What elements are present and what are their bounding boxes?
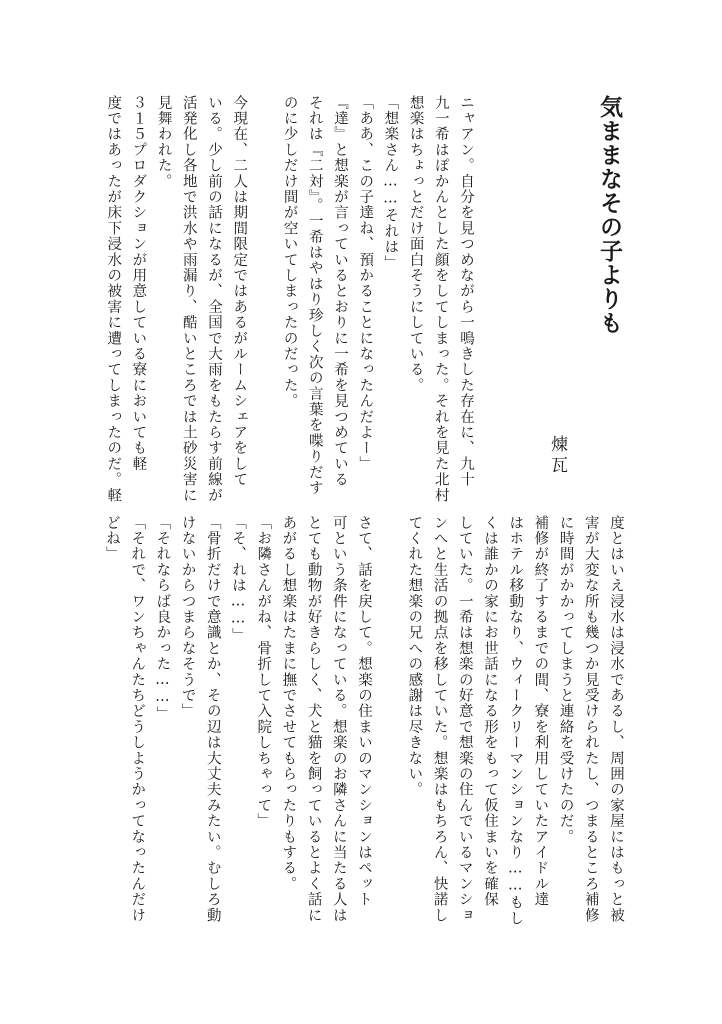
text-line: それは『二対』。一希はやはり珍しく次の言葉を喋りだす	[306, 95, 323, 496]
text-line: ンへと生活の拠点を移していた。想楽はもちろん、快諾し	[431, 515, 448, 924]
text-line: とても動物が好きらしく、犬と猫を飼っているとよく話に	[305, 515, 322, 924]
text-line: 「骨折だけで意識とか、その辺は大丈夫みたい。むしろ動	[204, 515, 221, 924]
text-line: に時間がかかってしまうと連絡を受けたのだ。	[557, 515, 574, 845]
text-line: 可という条件になっている。想楽のお隣さんに当たる人は	[330, 515, 347, 924]
text-line: 補修が終了するまでの間、寮を利用していたアイドル達	[532, 515, 549, 908]
text-line: 度とはいえ浸水は浸水であるし、周囲の家屋にはもっと被	[608, 515, 624, 924]
text-line: 九一希はぽかんとした顔をしてしまった。それを見た北村	[432, 95, 449, 504]
text-line: はホテル移動なり、ウィークリーマンションなり……もし	[507, 515, 524, 927]
text-line: 今現在、二人は期間限定ではあるがルームシェアをして	[231, 95, 248, 488]
text-line: 「ああ、この子達ね、預かることになったんだよー」	[357, 95, 374, 472]
blank-line	[253, 95, 275, 515]
text-line: ニャアン。自分を見つめながら一鳴きした存在に、九十	[458, 95, 474, 488]
text-line: さて、話を戻して。想楽の住まいのマンションはペット	[356, 515, 372, 908]
blank-line	[378, 515, 400, 945]
text-line: あがるし想楽はたまに撫でさせてもらったりもする。	[280, 515, 297, 892]
text-line: のに少しだけ間が空いてしまったのだった。	[281, 95, 298, 409]
story-title: 気ままなその子よりも	[596, 95, 623, 335]
text-line: 「それで、ワンちゃんたちどうしようかってなったんだけ	[129, 515, 146, 924]
text-line: 度ではあったが床下浸水の被害に遭ってしまったのだ。軽	[105, 95, 122, 504]
text-line: 「それならば良かった……」	[154, 515, 171, 723]
text-line: 活発化し各地で洪水や雨漏り、酷いところでは土砂災害に	[180, 95, 197, 504]
text-line: 害が大変な所も幾つか見受けられたし、つまるところ補修	[582, 515, 599, 924]
author-name: 煉瓦	[547, 435, 567, 477]
text-line: くは誰かの家にお世話になる形をもって仮住まいを確保	[482, 515, 498, 908]
text-line: けないからつまらなそうで」	[179, 515, 196, 720]
text-line: てくれた想楽の兄への感謝は尽きない。	[406, 515, 423, 798]
text-line: 「お隣さんがね、骨折して入院しちゃって」	[255, 515, 272, 829]
text-line: ３１５プロダクションが用意している寮においても軽	[130, 95, 147, 472]
text-line: 「そ、れは……」	[230, 515, 246, 644]
text-line: どね」	[104, 515, 120, 563]
text-line: 見舞われた。	[155, 95, 172, 190]
text-line: していた。一希は想楽の好意で想楽の住んでいるマンショ	[456, 515, 473, 924]
text-line: 想楽はちょっとだけ面白そうにしている。	[407, 95, 424, 394]
text-line: 『達』と想楽が言っているとおりに一希を見つめている	[332, 95, 348, 488]
text-line: 「想楽さん……それは」	[382, 95, 399, 271]
text-line: いる。少し前の話になるが、全国で大雨をもたらす前線が	[206, 95, 222, 504]
